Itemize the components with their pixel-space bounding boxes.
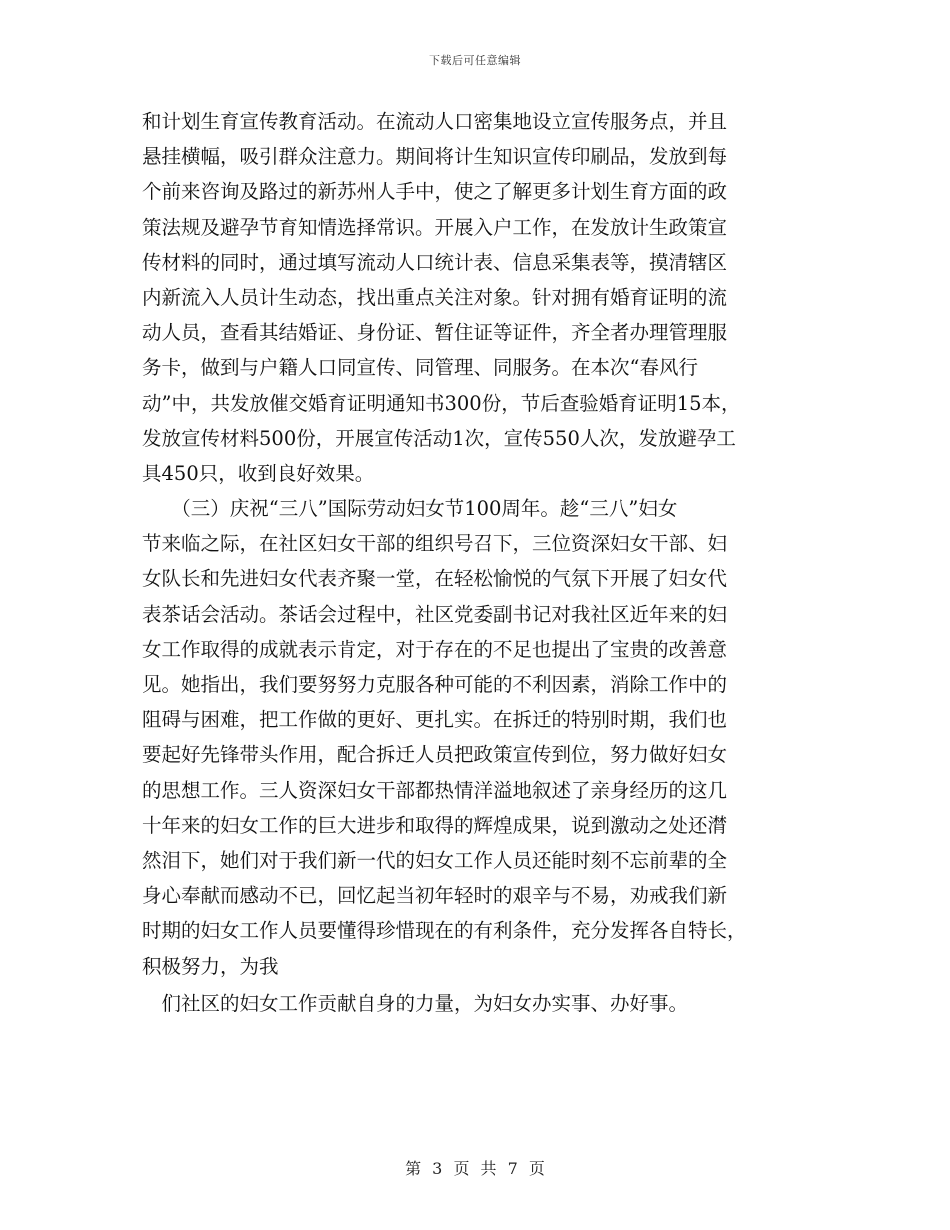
body-line: 具450只，收到良好效果。 [142,461,375,485]
body-line: 的思想工作。三人资深妇女干部都热情洋溢地叙述了亲身经历的这几 [142,778,728,802]
body-line: 见。她指出，我们要努努力克服各种可能的不利因素，消除工作中的 [142,673,728,696]
body-line: 动”中，共发放催交婚育证明通知书300份，节后查验婚育证明15本， [142,391,741,415]
body-line: 身心奉献而感动不已，回忆起当初年轻时的艰辛与不易，劝戒我们新 [142,884,728,908]
body-line: 时期的妇女工作人员要懂得珍惜现在的有利条件，充分发挥各自特长， [142,919,747,943]
body-line: （三）庆祝“三八”国际劳动妇女节100周年。趁“三八”妇女 [142,497,678,521]
body-line: 积极努力，为我 [142,954,279,978]
document-body [142,104,810,1021]
body-line: 们社区的妇女工作贡献自身的力量，为妇女办实事、办好事。 [142,991,689,1015]
body-line: 内新流入人员计生动态，找出重点关注对象。针对拥有婚育证明的流 [142,285,728,309]
body-line: 要起好先锋带头作用，配合拆迁人员把政策宣传到位，努力做好妇女 [142,743,728,767]
body-line: 个前来咨询及路过的新苏州人手中，使之了解更多计划生育方面的政 [142,180,728,204]
body-line: 悬挂横幅，吸引群众注意力。期间将计生知识宣传印刷品，发放到每 [142,145,728,169]
body-line: 节来临之际，在社区妇女干部的组织号召下，三位资深妇女干部、妇 [142,532,728,556]
body-line: 表茶话会活动。茶话会过程中，社区党委副书记对我社区近年来的妇 [142,602,728,626]
body-line: 和计划生育宣传教育活动。在流动人口密集地设立宣传服务点，并且 [142,110,728,133]
body-line: 女队长和先进妇女代表齐聚一堂，在轻松愉悦的气氛下开展了妇女代 [142,567,728,591]
page-header: 下载后可任意编辑 [429,54,521,67]
body-line: 策法规及避孕节育知情选择常识。开展入户工作，在发放计生政策宣 [142,215,728,239]
body-line: 务卡，做到与户籍人口同宣传、同管理、同服务。在本次“春风行 [142,356,698,380]
body-line: 动人员，查看其结婚证、身份证、暂住证等证件，齐全者办理管理服 [142,321,728,345]
body-line: 阻碍与困难，把工作做的更好、更扎实。在拆迁的特别时期，我们也 [142,708,728,732]
body-line: 女工作取得的成就表示肯定，对于存在的不足也提出了宝贵的改善意 [142,637,728,661]
body-line: 发放宣传材料500份，开展宣传活动1次，宣传550人次，发放避孕工 [142,426,736,450]
body-line: 十年来的妇女工作的巨大进步和取得的辉煌成果，说到激动之处还潸 [142,813,728,837]
body-line: 传材料的同时，通过填写流动人口统计表、信息采集表等，摸清辖区 [142,250,728,274]
page-footer: 第 3 页 共 7 页 [405,1159,545,1178]
body-line: 然泪下，她们对于我们新一代的妇女工作人员还能时刻不忘前辈的全 [142,848,728,872]
